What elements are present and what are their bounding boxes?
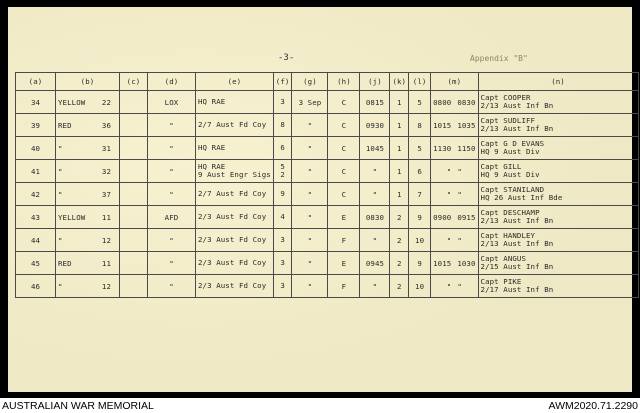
appendix-label: Appendix "B" <box>470 54 528 63</box>
officer-cell-line: Capt GILL <box>480 162 522 171</box>
column-header: (d) <box>148 73 196 91</box>
col-c-cell <box>120 137 148 160</box>
page-number: -3- <box>278 53 295 63</box>
beach-colour: YELLOW <box>58 212 86 222</box>
table-row <box>16 137 639 160</box>
col-c-cell <box>120 183 148 206</box>
table-row <box>16 229 639 252</box>
column-header: (l) <box>409 73 431 91</box>
table-row <box>16 275 639 298</box>
time-n-value: 1150 <box>457 143 476 153</box>
beach-cell <box>56 275 120 298</box>
qty-cell <box>273 275 292 298</box>
col-c-cell <box>120 206 148 229</box>
wave-cell: F <box>328 229 360 252</box>
time-cell: " <box>360 275 390 298</box>
serial-cell: 45 <box>16 252 56 275</box>
unit-cell-line: HQ RAE <box>198 162 226 171</box>
beach-number: 36 <box>101 120 111 130</box>
beach-cell <box>56 252 120 275</box>
officer-cell <box>478 275 638 298</box>
time-cell: 0815 <box>360 91 390 114</box>
officer-cell-line: HQ 9 Aust Div <box>480 147 540 156</box>
unit-cell-line: 9 Aust Engr Sigs <box>198 170 271 179</box>
wave-cell: C <box>328 114 360 137</box>
officer-cell-line: 2/15 Aust Inf Bn <box>480 262 554 271</box>
col-c-cell <box>120 160 148 183</box>
date-cell: " <box>292 137 328 160</box>
qty-cell-line: 2 <box>280 170 285 179</box>
serial-cell: 46 <box>16 275 56 298</box>
column-header: (f) <box>273 73 292 91</box>
beach-cell <box>56 91 120 114</box>
unit-cell <box>196 183 274 206</box>
beach-cell <box>56 206 120 229</box>
qty-cell-line: 9 <box>280 189 285 198</box>
time-n-value: 0830 <box>457 97 476 107</box>
caption-right: AWM2020.71.2290 <box>548 400 638 412</box>
time-cell: 1045 <box>360 137 390 160</box>
unit-cell-line: 2/3 Aust Fd Coy <box>198 235 267 244</box>
qty-cell <box>273 160 292 183</box>
table-row <box>16 160 639 183</box>
qty-cell <box>273 91 292 114</box>
col-k-cell: 1 <box>390 183 409 206</box>
qty-cell-line: 5 <box>280 162 285 171</box>
time-m-cell: " " <box>431 160 478 183</box>
qty-cell <box>273 114 292 137</box>
unit-cell-line: 2/3 Aust Fd Coy <box>198 258 267 267</box>
time-m-cell: 0800 0830 <box>431 91 478 114</box>
beach-colour: RED <box>58 120 72 130</box>
officer-cell-line: 2/13 Aust Inf Bn <box>480 216 554 225</box>
unit-cell-line: HQ RAE <box>198 143 226 152</box>
time-m-cell: " " <box>431 275 478 298</box>
col-c-cell <box>120 275 148 298</box>
serial-cell: 44 <box>16 229 56 252</box>
time-cell: 0830 <box>360 206 390 229</box>
unit-cell <box>196 114 274 137</box>
time-n-value: " <box>457 189 462 199</box>
column-header: (e) <box>196 73 274 91</box>
wave-cell: C <box>328 137 360 160</box>
beach-cell <box>56 137 120 160</box>
officer-cell-line: Capt ANGUS <box>480 254 527 263</box>
date-cell: 3 Sep <box>292 91 328 114</box>
time-cell: " <box>360 183 390 206</box>
column-header: (m) <box>431 73 478 91</box>
wave-cell: C <box>328 91 360 114</box>
wave-cell: C <box>328 183 360 206</box>
beach-colour: RED <box>58 258 72 268</box>
col-l-cell: 5 <box>409 137 431 160</box>
time-m-cell: " " <box>431 229 478 252</box>
officer-cell <box>478 252 638 275</box>
col-c-cell <box>120 91 148 114</box>
column-header: (g) <box>292 73 328 91</box>
wave-cell: C <box>328 160 360 183</box>
qty-cell-line: 4 <box>280 212 285 221</box>
serial-cell: 34 <box>16 91 56 114</box>
beach-number: 12 <box>101 281 111 291</box>
column-header: (n) <box>478 73 638 91</box>
beach-cell <box>56 229 120 252</box>
qty-cell <box>273 252 292 275</box>
col-k-cell: 1 <box>390 114 409 137</box>
officer-cell-line: Capt HANDLEY <box>480 231 536 240</box>
qty-cell <box>273 206 292 229</box>
beach-number: 32 <box>101 166 111 176</box>
col-k-cell: 1 <box>390 91 409 114</box>
time-m-cell: " " <box>431 183 478 206</box>
serial-cell: 41 <box>16 160 56 183</box>
unit-cell-line: 2/7 Aust Fd Coy <box>198 120 267 129</box>
date-cell: " <box>292 275 328 298</box>
officer-cell-line: HQ 26 Aust Inf Bde <box>480 193 563 202</box>
unit-cell <box>196 229 274 252</box>
officer-cell-line: Capt COOPER <box>480 93 531 102</box>
date-cell: " <box>292 229 328 252</box>
craft-cell: " <box>148 114 196 137</box>
col-k-cell: 1 <box>390 137 409 160</box>
column-header: (b) <box>56 73 120 91</box>
beach-colour: " <box>58 166 63 176</box>
officer-cell-line: Capt STANILAND <box>480 185 545 194</box>
wave-cell: E <box>328 252 360 275</box>
officer-cell-line: Capt SUDLIFF <box>480 116 536 125</box>
beach-colour: " <box>58 143 63 153</box>
wave-cell: E <box>328 206 360 229</box>
beach-colour: " <box>58 189 63 199</box>
unit-cell-line: 2/3 Aust Fd Coy <box>198 281 267 290</box>
officer-cell-line: 2/13 Aust Inf Bn <box>480 239 554 248</box>
craft-cell: AFD <box>148 206 196 229</box>
unit-cell <box>196 160 274 183</box>
officer-cell-line: HQ 9 Aust Div <box>480 170 540 179</box>
serial-cell: 39 <box>16 114 56 137</box>
wave-cell: F <box>328 275 360 298</box>
craft-cell: " <box>148 275 196 298</box>
col-k-cell: 2 <box>390 229 409 252</box>
officer-cell-line: Capt G D EVANS <box>480 139 545 148</box>
col-l-cell: 5 <box>409 91 431 114</box>
officer-cell-line: 2/13 Aust Inf Bn <box>480 101 554 110</box>
table-row <box>16 91 639 114</box>
col-k-cell: 2 <box>390 206 409 229</box>
column-header: (h) <box>328 73 360 91</box>
unit-cell-line: HQ RAE <box>198 97 226 106</box>
officer-cell-line: 2/17 Aust Inf Bn <box>480 285 554 294</box>
col-c-cell <box>120 114 148 137</box>
col-c-cell <box>120 229 148 252</box>
beach-number: 31 <box>101 143 111 153</box>
beach-number: 22 <box>101 97 111 107</box>
schedule-table <box>15 72 639 298</box>
officer-cell-line: Capt DESCHAMP <box>480 208 540 217</box>
officer-cell <box>478 183 638 206</box>
table-row <box>16 183 639 206</box>
col-k-cell: 2 <box>390 252 409 275</box>
qty-cell <box>273 183 292 206</box>
time-m-cell: 1015 1030 <box>431 252 478 275</box>
beach-number: 11 <box>101 258 111 268</box>
date-cell: " <box>292 252 328 275</box>
qty-cell-line: 3 <box>280 235 285 244</box>
table-row <box>16 252 639 275</box>
col-l-cell: 9 <box>409 252 431 275</box>
craft-cell: " <box>148 252 196 275</box>
col-l-cell: 6 <box>409 160 431 183</box>
column-header: (a) <box>16 73 56 91</box>
beach-colour: " <box>58 281 63 291</box>
qty-cell-line: 6 <box>280 143 285 152</box>
time-m-cell: 1015 1035 <box>431 114 478 137</box>
unit-cell <box>196 137 274 160</box>
beach-colour: " <box>58 235 63 245</box>
officer-cell <box>478 91 638 114</box>
craft-cell: " <box>148 137 196 160</box>
officer-cell-line: Capt PIKE <box>480 277 522 286</box>
time-m-cell: 1130 1150 <box>431 137 478 160</box>
officer-cell <box>478 160 638 183</box>
officer-cell-line: 2/13 Aust Inf Bn <box>480 124 554 133</box>
time-cell: 0930 <box>360 114 390 137</box>
qty-cell-line: 3 <box>280 97 285 106</box>
col-l-cell: 8 <box>409 114 431 137</box>
officer-cell <box>478 137 638 160</box>
time-cell: " <box>360 160 390 183</box>
qty-cell-line: 3 <box>280 258 285 267</box>
col-k-cell: 1 <box>390 160 409 183</box>
col-l-cell: 10 <box>409 229 431 252</box>
time-n-value: 1035 <box>457 120 476 130</box>
unit-cell <box>196 252 274 275</box>
serial-cell: 40 <box>16 137 56 160</box>
beach-cell <box>56 114 120 137</box>
qty-cell-line: 3 <box>280 281 285 290</box>
time-cell: 0945 <box>360 252 390 275</box>
unit-cell-line: 2/7 Aust Fd Coy <box>198 189 267 198</box>
time-cell: " <box>360 229 390 252</box>
time-n-value: " <box>457 166 462 176</box>
officer-cell <box>478 114 638 137</box>
serial-cell: 43 <box>16 206 56 229</box>
col-c-cell <box>120 252 148 275</box>
beach-number: 37 <box>101 189 111 199</box>
col-k-cell: 2 <box>390 275 409 298</box>
table-row <box>16 206 639 229</box>
date-cell: " <box>292 206 328 229</box>
col-l-cell: 9 <box>409 206 431 229</box>
date-cell: " <box>292 183 328 206</box>
beach-number: 12 <box>101 235 111 245</box>
time-n-value: 1030 <box>457 258 476 268</box>
time-m-cell: 0900 0915 <box>431 206 478 229</box>
caption-left: AUSTRALIAN WAR MEMORIAL <box>2 400 154 412</box>
col-l-cell: 7 <box>409 183 431 206</box>
craft-cell: " <box>148 183 196 206</box>
qty-cell <box>273 137 292 160</box>
header-row <box>16 73 639 91</box>
officer-cell <box>478 229 638 252</box>
craft-cell: " <box>148 229 196 252</box>
beach-cell <box>56 160 120 183</box>
column-header: (j) <box>360 73 390 91</box>
serial-cell: 42 <box>16 183 56 206</box>
officer-cell <box>478 206 638 229</box>
col-l-cell: 10 <box>409 275 431 298</box>
time-n-value: 0915 <box>457 212 476 222</box>
beach-colour: YELLOW <box>58 97 86 107</box>
date-cell: " <box>292 114 328 137</box>
qty-cell <box>273 229 292 252</box>
column-header: (c) <box>120 73 148 91</box>
beach-cell <box>56 183 120 206</box>
table-body <box>16 91 639 298</box>
time-n-value: " <box>457 235 462 245</box>
time-n-value: " <box>457 281 462 291</box>
beach-number: 11 <box>101 212 111 222</box>
unit-cell-line: 2/3 Aust Fd Coy <box>198 212 267 221</box>
qty-cell-line: 8 <box>280 120 285 129</box>
column-header: (k) <box>390 73 409 91</box>
date-cell: " <box>292 160 328 183</box>
craft-cell: " <box>148 160 196 183</box>
unit-cell <box>196 91 274 114</box>
table-row <box>16 114 639 137</box>
unit-cell <box>196 206 274 229</box>
unit-cell <box>196 275 274 298</box>
craft-cell: LOX <box>148 91 196 114</box>
